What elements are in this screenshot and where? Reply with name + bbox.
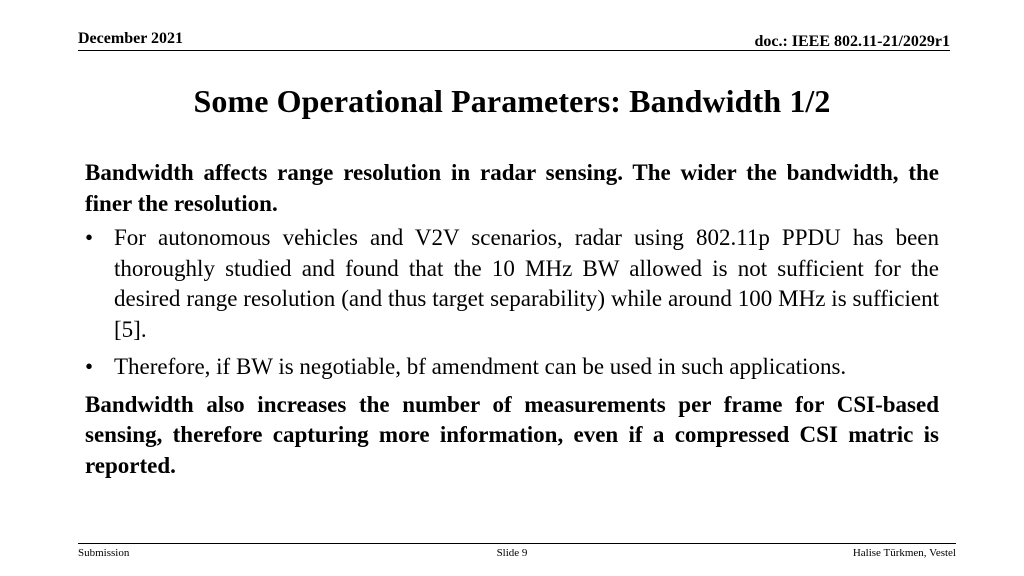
bullet-text: For autonomous vehicles and V2V scenarios, radar using 802.11p PPDU has been thoroughly studied and found that the 10 MHz BW allowed is not sufficient for the desired range resolution (and thus target separability) while around 100 MHz is sufficient [5].: [114, 225, 939, 342]
bullet-text: Therefore, if BW is negotiable, bf amendment can be used in such applications.: [114, 354, 847, 379]
bullet-icon: •: [85, 225, 94, 250]
paragraph-bandwidth-resolution: Bandwidth affects range resolution in radar sensing. The wider the bandwidth, the finer the resolution.: [85, 160, 939, 216]
slide-body: [85, 158, 939, 481]
footer-author: Halise Türkmen, Vestel: [852, 547, 956, 559]
footer-slide-number: Slide 9: [496, 547, 528, 559]
footer-divider: [78, 543, 956, 544]
bullet-item: [85, 352, 939, 383]
footer-submission: Submission: [78, 547, 130, 559]
bullet-list: [85, 223, 939, 383]
bullet-icon: •: [85, 354, 94, 379]
header-date: December 2021: [78, 30, 183, 47]
paragraph-csi-measurements: Bandwidth also increases the number of measurements per frame for CSI-based sensing, therefore capturing more information, even if a compressed CSI matric is reported.: [85, 391, 939, 478]
slide-title: Some Operational Parameters: Bandwidth 1/2: [193, 83, 831, 119]
header-divider: [78, 50, 950, 51]
bullet-item: [85, 223, 939, 345]
header-doc-id: doc.: IEEE 802.11-21/2029r1: [754, 33, 950, 50]
